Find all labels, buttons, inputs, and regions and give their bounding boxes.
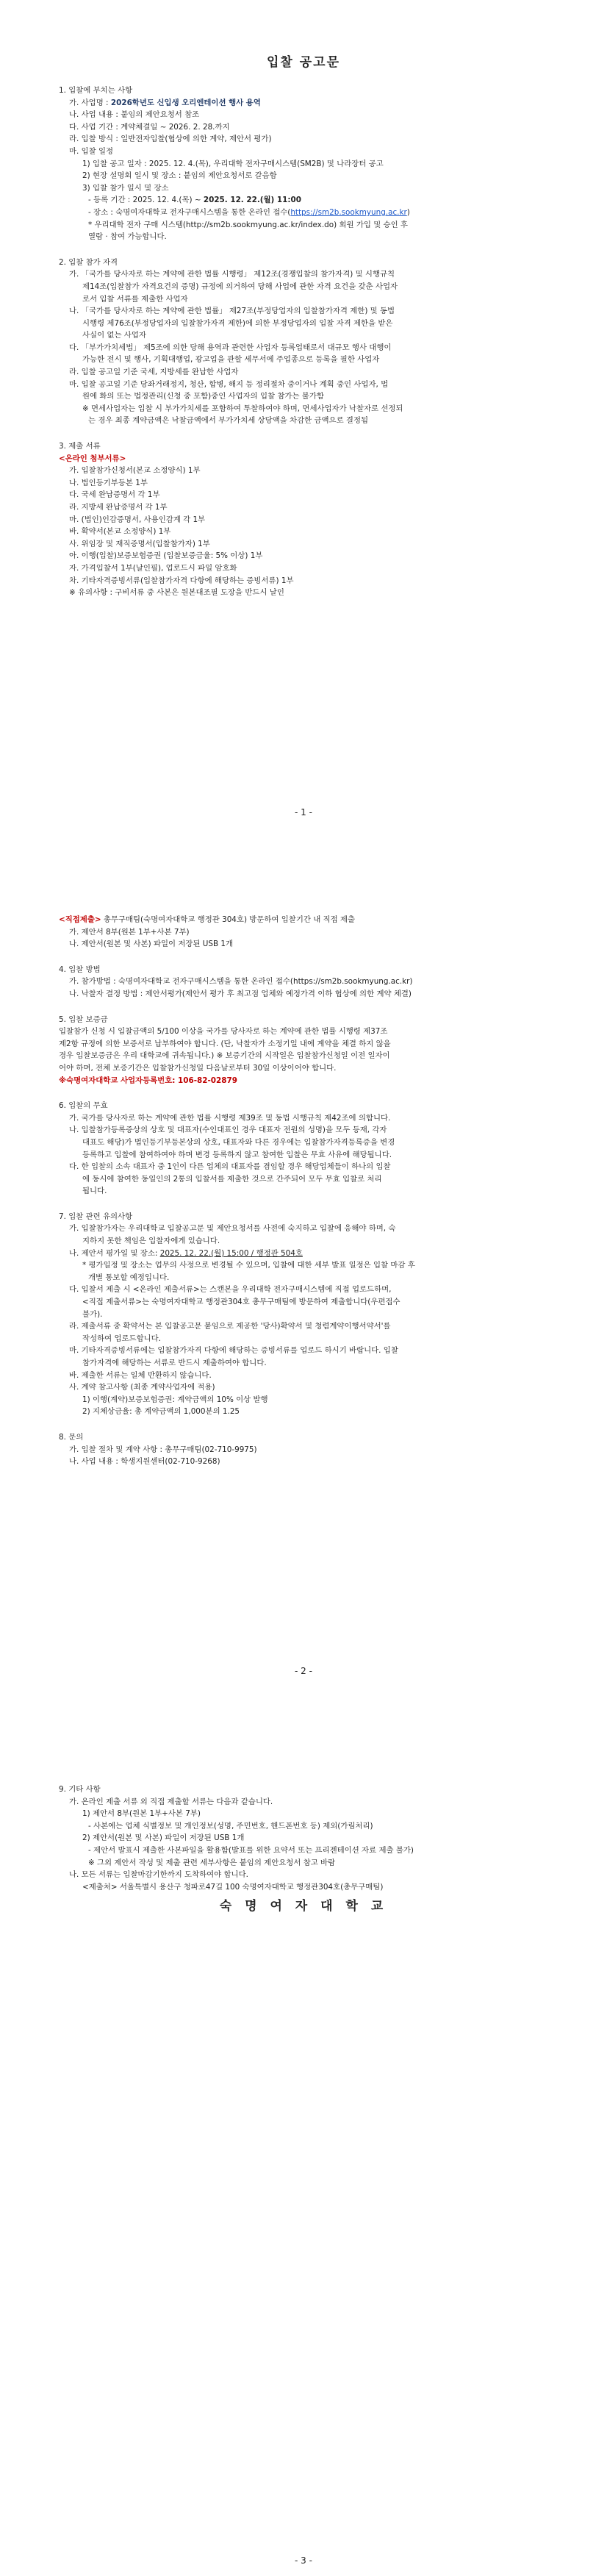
item: 나. 낙찰자 결정 방법 : 제안서평가(제안서 평가 후 최고점 업체와 예정가격 이하 협상에 의한 계약 체결) xyxy=(69,989,412,998)
page-1 xyxy=(0,0,607,859)
item: 나. 모든 서류는 입찰마감기한까지 도착하여야 합니다. xyxy=(69,1870,248,1880)
section-heading: 8. 문의 xyxy=(59,1432,84,1442)
evaluation-date: 2025. 12. 22.(월) 15:00 / 행정관 504호 xyxy=(159,1248,303,1258)
submit-address: <제출처> 서울특별시 용산구 청파로47길 100 숙명여자대학교 행정관304호(총무구매팀) xyxy=(82,1882,384,1892)
university-signature: 숙 명 여 자 대 학 교 xyxy=(219,1899,388,1914)
item-cont: 로서 입찰 서류를 제출한 사업자 xyxy=(82,294,188,304)
section-heading: 5. 입찰 보증금 xyxy=(59,1015,108,1024)
item: 마. 입찰 공고일 기준 당좌거래정지, 청산, 합병, 해지 등 정리절차 중이거나 계획 중인 사업자, 법 xyxy=(69,379,389,389)
item: 나. 사업 내용 : 붙임의 제안요청서 참조 xyxy=(69,110,200,120)
item: 마. 기타자격증빙서류에는 입찰참가자격 다항에 해당하는 증빙서류를 업로드 하시기 바랍니다. 입찰 xyxy=(69,1346,398,1356)
sub-item: 1) 제안서 8부(원본 1부+사본 7부) xyxy=(82,1809,201,1819)
section-4 xyxy=(59,964,563,1001)
item: 라. 입찰 방식 : 일반전자입찰(협상에 의한 계약, 제안서 평가) xyxy=(69,135,272,144)
note: - 제안서 발표시 제출한 사본파일을 활용함(발표를 위한 요약서 또는 프리젠테이션 자료 제출 불가) xyxy=(88,1845,414,1855)
section-7 xyxy=(59,1211,563,1418)
item: 라. 입찰 공고일 기준 국세, 지방세를 완납한 사업자 xyxy=(69,368,239,377)
document-title: 입찰 공고문 xyxy=(266,55,341,70)
note-cont: 개별 통보할 예정입니다. xyxy=(88,1273,170,1282)
item: 가. 사업명 : 2026학년도 신입생 오리엔테이션 행사 용역 xyxy=(69,98,261,107)
section-6 xyxy=(59,1100,563,1198)
section-3 xyxy=(59,440,563,599)
note: - 사본에는 업체 식별정보 및 개인정보(성명, 주민번호, 핸드폰번호 등) 제외(가림처리) xyxy=(88,1821,373,1831)
item: 나. 「국가를 당사자로 하는 계약에 관한 법률」 제27조(부정당업자의 입찰참가자격 제한) 및 동법 xyxy=(69,307,395,316)
section-2 xyxy=(59,257,563,427)
item-cont: 지하지 못한 책임은 입찰자에게 있습니다. xyxy=(82,1237,220,1246)
page-2-body xyxy=(59,914,563,1468)
page-3 xyxy=(0,1717,607,2576)
item-cont: 원에 화의 또는 법정관리(신청 중 포함)중인 사업자의 입찰 참가는 불가함 xyxy=(82,392,324,401)
section-heading: 9. 기타 사항 xyxy=(59,1785,101,1794)
item: 나. 제안서(원본 및 사본) 파일이 저장된 USB 1개 xyxy=(69,940,234,949)
list-item: 사. 위임장 및 재직증명서(입찰참가자) 1부 xyxy=(69,539,210,548)
list-item: 가. 입찰참가신청서(본교 소정양식) 1부 xyxy=(69,466,201,476)
list-item: 라. 지방세 완납증명서 각 1부 xyxy=(69,503,168,512)
list-item: 나. 법인등기부등본 1부 xyxy=(69,478,148,487)
section-heading: 3. 제출 서류 xyxy=(59,442,101,451)
para-line: 제2항 규정에 의한 보증서로 납부하여야 합니다. (단, 낙찰자가 소정기일 내에 계약을 체결 하지 않을 xyxy=(59,1039,391,1048)
page-2 xyxy=(0,859,607,1717)
item: 가. 국가를 당사자로 하는 계약에 관한 법률 시행령 제39조 및 동법 시행규칙 제42조에 의합니다. xyxy=(69,1113,391,1123)
section-8 xyxy=(59,1431,563,1468)
list-item: 바. 확약서(본교 소정양식) 1부 xyxy=(69,527,171,537)
item: 나. 입찰참가등록증상의 상호 및 대표자(수인대표인 경우 대표자 전원의 성명)을 모두 등재, 각자 xyxy=(69,1126,387,1135)
list-item: 차. 기타자격증빙서류(입찰참가자격 다항에 해당하는 증빙서류) 1부 xyxy=(69,576,294,585)
item: 사. 계약 참고사항 (최종 계약사업자에 적용) xyxy=(69,1383,215,1392)
item: 나. 제안서 평가일 및 장소: 2025. 12. 22.(월) 15:00 / 행정관 504호 xyxy=(69,1248,303,1258)
section-5 xyxy=(59,1014,563,1087)
list-item: 마. (법인)인감증명서, 사용인감계 각 1부 xyxy=(69,515,206,524)
item-cont: 참가자격에 해당하는 서류로 반드시 제출하여야 합니다. xyxy=(82,1359,267,1367)
sub-item: - 장소 : 숙명여자대학교 전자구매시스템을 통한 온라인 접수(https://sm2b.sookmyung.ac.kr) xyxy=(88,207,410,217)
item-cont: 됩니다. xyxy=(82,1187,107,1196)
list-item: ※ 유의사항 : 구비서류 중 사본은 원본대조필 도장을 반드시 날인 xyxy=(69,588,284,598)
item-cont: 제14조(입찰참가 자격요건의 증명) 규정에 의거하여 당해 사업에 관한 자격 요건을 갖춘 사업자 xyxy=(82,282,398,291)
sub-item: 1) 이행(계약)보증보험증권: 계약금액의 10% 이상 발행 xyxy=(82,1395,268,1404)
sub-item: 3) 입찰 참가 일시 및 장소 xyxy=(82,183,169,193)
item: 라. 제출서류 중 확약서는 본 입찰공고문 붙임으로 제공한 '당사)확약서 및 청렴계약이행서약서'를 xyxy=(69,1322,391,1331)
page-1-body xyxy=(59,85,563,599)
item: 다. 「부가가치세법」 제5조에 의한 당해 용역과 관련한 사업자 등록업태로서 대규모 행사 대행이 xyxy=(69,343,392,352)
section-heading: 1. 입찰에 부치는 사항 xyxy=(59,86,133,95)
note: ※ 그외 제안서 작성 및 제출 관련 세부사항은 붙임의 제안요청서 참고 바람 xyxy=(88,1858,336,1867)
section-heading: 7. 입찰 관련 유의사항 xyxy=(59,1212,133,1221)
page-number: - 2 - xyxy=(295,1666,312,1676)
subheading-online-docs: <온라인 첨부서류> xyxy=(59,454,126,463)
item: 나. 사업 내용 : 학생지원센터(02-710-9268) xyxy=(69,1457,220,1467)
deadline: 2025. 12. 22.(월) 11:00 xyxy=(203,196,302,205)
item: 바. 제출한 서류는 일체 반환하지 않습니다. xyxy=(69,1370,212,1380)
section-9 xyxy=(59,1783,563,1893)
item: 가. 입찰 절차 및 계약 사항 : 총무구매팀(02-710-9975) xyxy=(69,1445,257,1454)
sub-item: 2) 지체상금율: 총 계약금액의 1,000분의 1.25 xyxy=(82,1407,240,1417)
note: ※ 면세사업자는 입찰 시 부가가치세를 포함하여 투찰하여야 하며, 면세사업자가 낙찰자로 선정되 xyxy=(82,404,403,413)
offline-submission xyxy=(59,914,563,951)
para-line: 어야 하며, 전체 보증기간은 입찰참가신청일 다음날로부터 30일 이상이어야 합니다. xyxy=(59,1063,337,1073)
section-heading: 6. 입찰의 무효 xyxy=(59,1101,108,1111)
sub-item: 2) 현장 설명회 일시 및 장소 : 붙임의 제안요청서로 갈음함 xyxy=(82,171,277,181)
page-number: - 1 - xyxy=(295,807,312,817)
item-cont: <직접 제출서류>는 숙명여자대학교 행정관304호 총무구매팀에 방문하여 제출합니다(우편접수 xyxy=(82,1298,401,1307)
item: 가. 참가방법 : 숙명여자대학교 전자구매시스템을 통한 온라인 접수(https://sm2b.sookmyung.ac.kr) xyxy=(69,977,413,987)
item-cont: 사실이 없는 사업자 xyxy=(82,331,146,340)
item: 다. 입찰서 제출 시 <온라인 제출서류>는 스캔본을 우리대학 전자구매시스템에 직접 업로드하며, xyxy=(69,1285,392,1295)
item-cont: 대표도 해당)가 법인등기부등본상의 상호, 대표자와 다른 경우에는 입찰참가자격등록증을 변경 xyxy=(82,1137,395,1147)
section-1 xyxy=(59,85,563,243)
note: * 우리대학 전자 구매 시스템(http://sm2b.sookmyung.ac.kr/index.do) 회원 가입 및 승인 후 xyxy=(88,220,408,229)
list-item: 다. 국세 완납증명서 각 1부 xyxy=(69,490,160,500)
item-cont: 작성하여 업로드합니다. xyxy=(82,1334,161,1343)
list-item: 자. 가격입찰서 1부(날인필), 업로드시 파일 암호화 xyxy=(69,563,237,573)
page-3-body xyxy=(59,1783,563,1893)
sub-item: 2) 제안서(원본 및 사본) 파일이 저장된 USB 1개 xyxy=(82,1833,245,1843)
business-reg-number: ※숙명여자대학교 사업자등록번호: 106-82-02879 xyxy=(59,1076,237,1085)
item: 가. 입찰참가자는 우리대학교 입찰공고문 및 제안요청서를 사전에 숙지하고 입찰에 응해야 하며, 숙 xyxy=(69,1224,396,1234)
item-cont: 가능한 전시 및 행사, 기획대행업, 광고업을 관할 세무서에 주업종으로 등록을 필한 사업자 xyxy=(82,355,380,365)
item-cont: 시행령 제76조(부정당업자의 입찰참가자격 제한)에 의한 부정당업자의 입찰 자격 제한을 받은 xyxy=(82,318,393,328)
section-heading: 4. 입찰 방법 xyxy=(59,965,101,974)
item: 다. 사업 기간 : 계약체결일 ~ 2026. 2. 28.까지 xyxy=(69,122,230,132)
item-cont: 에 동시에 참여한 동일인의 2통의 입찰서를 제출한 것으로 간주되어 모두 무효 입찰로 처리 xyxy=(82,1174,382,1184)
note: 열람 · 참여 가능합니다. xyxy=(88,232,167,242)
item-cont: 등록하고 입찰에 참여하여야 하며 변경 등록하지 않고 참여한 입찰은 무효 사유에 해당됩니다. xyxy=(82,1150,392,1159)
sub-item: 1) 입찰 공고 일자 : 2025. 12. 4.(목), 우리대학 전자구매시스템(SM2B) 및 나라장터 공고 xyxy=(82,159,384,168)
project-name: 2026학년도 신입생 오리엔테이션 행사 용역 xyxy=(110,98,261,107)
item: 다. 한 입찰의 소속 대표자 중 1인이 다른 업체의 대표자를 겸임할 경우 해당업체들이 하나의 입찰 xyxy=(69,1162,391,1172)
item: 가. 제안서 8부(원본 1부+사본 7부) xyxy=(69,927,190,937)
item-cont: 불가). xyxy=(82,1309,103,1319)
sub-item: - 등록 기간 : 2025. 12. 4.(목) ~ 2025. 12. 22.(월) 11:00 xyxy=(88,196,302,205)
list-item: 아. 이행(입찰)보증보험증권 (입찰보증금율: 5% 이상) 1부 xyxy=(69,551,263,561)
para-line: 입찰참가 신청 시 입찰금액의 5/100 이상을 국가를 당사자로 하는 계약에 관한 법률 시행령 제37조 xyxy=(59,1027,388,1037)
para-line: 경우 입찰보증금은 우리 대학교에 귀속됩니다.) ※ 보증기간의 시작일은 입찰참가신청일 이전 일자이 xyxy=(59,1051,390,1061)
item: 가. 온라인 제출 서류 외 직접 제출할 서류는 다음과 같습니다. xyxy=(69,1797,273,1806)
sm2b-link[interactable]: https://sm2b.sookmyung.ac.kr xyxy=(290,207,407,217)
item: 가. 「국가를 당사자로 하는 계약에 관한 법률 시행령」 제12조(경쟁입찰의 참가자격) 및 시행규칙 xyxy=(69,270,395,279)
subheading-direct-submit: <직접제출> xyxy=(59,915,101,924)
item: <직접제출> 총무구매팀(숙명여자대학교 행정관 304호) 방문하여 입찰기간 내 직접 제출 xyxy=(59,915,356,924)
section-heading: 2. 입찰 참가 자격 xyxy=(59,257,118,267)
note: * 평가일정 및 장소는 업무의 사정으로 변경될 수 있으며, 입찰에 대한 세부 발표 일정은 입찰 마감 후 xyxy=(82,1261,415,1270)
note-cont: 는 경우 최종 계약금액은 낙찰금액에서 부가가치세 상당액을 차감한 금액으로 결정됨 xyxy=(88,416,369,426)
item: 마. 입찰 일정 xyxy=(69,146,114,156)
page-number: - 3 - xyxy=(295,2555,312,2566)
